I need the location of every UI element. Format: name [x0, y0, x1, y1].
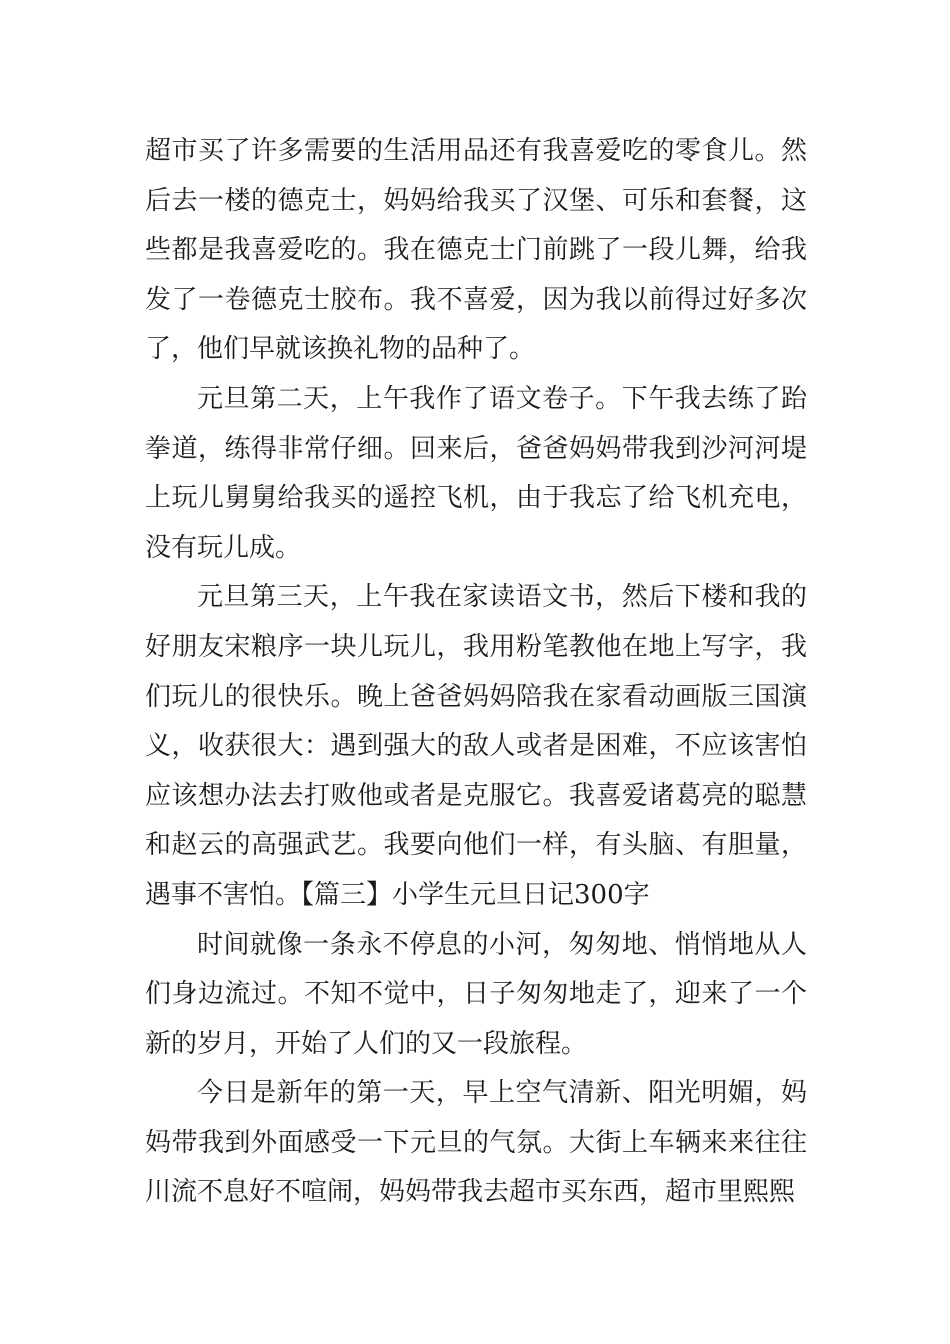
paragraph-1: 超市买了许多需要的生活用品还有我喜爱吃的零食儿。然后去一楼的德克士，妈妈给我买了汉堡、可乐和套餐，这些都是我喜爱吃的。我在德克士门前跳了一段儿舞，给我发了一卷德克士胶布。我不喜爱，因为我以前得过好多次了，他们早就该换礼物的品种了。	[145, 136, 807, 365]
document-page	[145, 127, 807, 1218]
paragraph-4: 时间就像一条永不停息的小河，匆匆地、悄悄地从人们身边流过。不知不觉中，日子匆匆地走了，迎来了一个新的岁月，开始了人们的又一段旅程。	[145, 929, 807, 1059]
paragraph-3: 元旦第三天，上午我在家读语文书，然后下楼和我的好朋友宋粮序一块儿玩儿，我用粉笔教他在地上写字，我们玩儿的很快乐。晚上爸爸妈妈陪我在家看动画版三国演义，收获很大：遇到强大的敌人或者是困难，不应该害怕应该想办法去打败他或者是克服它。我喜爱诸葛亮的聪慧和赵云的高强武艺。我要向他们一样，有头脑、有胆量，遇事不害怕。【篇三】小学生元旦日记300字	[145, 582, 807, 910]
paragraph-5: 今日是新年的第一天，早上空气清新、阳光明媚，妈妈带我到外面感受一下元旦的气氛。大街上车辆来来往往川流不息好不喧闹，妈妈带我去超市买东西，超市里熙熙	[145, 1078, 807, 1208]
paragraph-2: 元旦第二天，上午我作了语文卷子。下午我去练了跆拳道，练得非常仔细。回来后，爸爸妈妈带我到沙河河堤上玩儿舅舅给我买的遥控飞机，由于我忘了给飞机充电，没有玩儿成。	[145, 383, 807, 563]
